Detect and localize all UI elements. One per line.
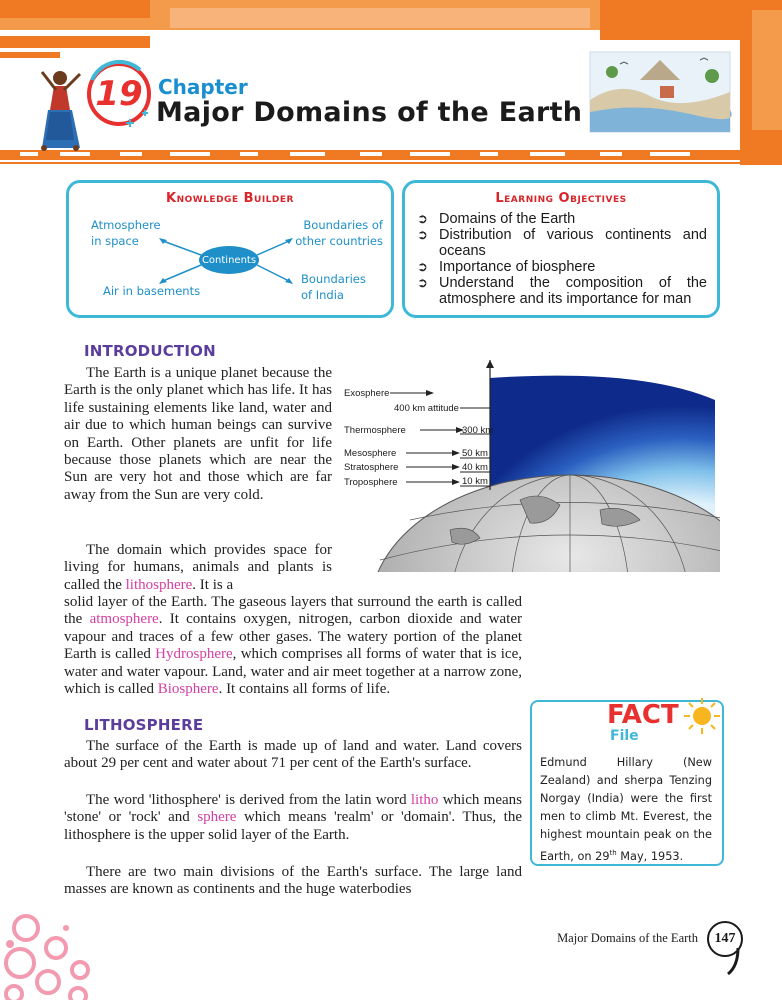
lithosphere-paragraph-3: There are two main divisions of the Earth's surface. The large land masses are known as continents and the huge waterbodies (64, 864, 522, 898)
fact-text: Edmund Hillary (New Zealand) and sherpa Tenzing Norgay (India) were the first men to climb Mt. Everest, the highest mountain peak on the Earth, on 29th May, 1953. (540, 756, 712, 863)
fact-title: FACT (607, 700, 679, 730)
chapter-title: Major Domains of the Earth (156, 97, 583, 128)
bubbles-decoration (0, 908, 100, 1000)
label-stratosphere: Stratosphere (344, 462, 399, 473)
lithosphere-paragraph-2: The word 'lithosphere' is derived from the latin word litho which means 'stone' or 'rock' and sphere which means 'realm' or 'domain'. Thus, the lithosphere is the upper solid layer of the Earth. (64, 792, 522, 843)
term-lithosphere: lithosphere (125, 576, 193, 593)
term-biosphere: Biosphere (157, 681, 219, 698)
term-atmosphere: atmosphere (89, 611, 159, 628)
list-item: ➲ Importance of biosphere (417, 259, 596, 275)
learning-objectives-list (417, 211, 707, 307)
label-mesosphere: Mesosphere (344, 448, 397, 459)
fact-subtitle: File (610, 728, 639, 744)
label-300km: 300 km (462, 425, 494, 436)
learning-objectives-box (402, 180, 720, 318)
knowledge-item-boundaries-other: Boundaries of other countries (295, 218, 383, 248)
lithosphere-heading: LITHOSPHERE (84, 716, 204, 734)
knowledge-item-boundaries-india: Boundaries of India (301, 272, 366, 302)
sun-icon (682, 696, 722, 736)
term-sphere: sphere (197, 809, 237, 826)
knowledge-item-basements: Air in basements (103, 284, 201, 298)
learning-objectives-title: Learning Objectives (495, 191, 627, 206)
chapter-header (0, 0, 782, 165)
chapter-number: 19 (95, 74, 143, 114)
chapter-label: Chapter (158, 75, 248, 99)
list-item: ➲ Understand the composition of the atmosphere and its importance for man (417, 275, 707, 307)
page-number: 147 (714, 931, 736, 946)
fact-file-box (530, 700, 724, 866)
introduction-paragraph-2: The domain which provides space for living for humans, animals and plants is called the lithosphere. It is a (64, 542, 332, 593)
label-thermosphere: Thermosphere (344, 425, 406, 436)
footer-chapter-title: Major Domains of the Earth (557, 931, 698, 945)
list-item: ➲ Domains of the Earth (417, 211, 576, 227)
label-50km: 50 km (462, 448, 488, 459)
knowledge-builder-box (66, 180, 394, 318)
label-exosphere: Exosphere (344, 388, 390, 399)
introduction-paragraph-1: The Earth is a unique planet because the Earth is the only planet which has life. It has life sustaining elements like land, water and air due to which human beings can survive on Earth. Other planets are unfit for life because those planets which are near the Sun are very hot and those which are far away from the Sun are very cold. (64, 365, 332, 503)
knowledge-center-continents: Continents (201, 255, 257, 266)
dancer-illustration (41, 71, 80, 151)
knowledge-item-atmosphere: Atmosphere in space (91, 218, 161, 248)
landscape-illustration (590, 52, 732, 132)
introduction-heading: INTRODUCTION (84, 342, 216, 360)
list-item: ➲ Distribution of various continents and oceans (417, 227, 707, 259)
atmosphere-diagram (340, 360, 720, 572)
label-40km: 40 km (462, 462, 488, 473)
knowledge-builder-title: Knowledge Builder (166, 191, 294, 206)
label-troposphere: Troposphere (344, 477, 398, 488)
label-attitude: 400 km attitude (394, 403, 459, 414)
term-hydrosphere: Hydrosphere (155, 646, 233, 663)
introduction-paragraph-3: solid layer of the Earth. The gaseous layers that surround the earth is called the atmosphere. It contains oxygen, nitrogen, carbon dioxide and water vapour and traces of a few other gases. The watery portion of the planet Earth is called Hydrosphere, which comprises all forms of water that is ice, water and water vapour. Land, water and air meet together at a narrow zone, which is called Biosphere. It contains all forms of life. (64, 594, 522, 698)
lithosphere-paragraph-1: The surface of the Earth is made up of land and water. Land covers about 29 per cent and water about 71 per cent of the Earth's surface. (64, 738, 522, 772)
label-10km: 10 km (462, 476, 488, 487)
term-litho: litho (410, 792, 439, 808)
